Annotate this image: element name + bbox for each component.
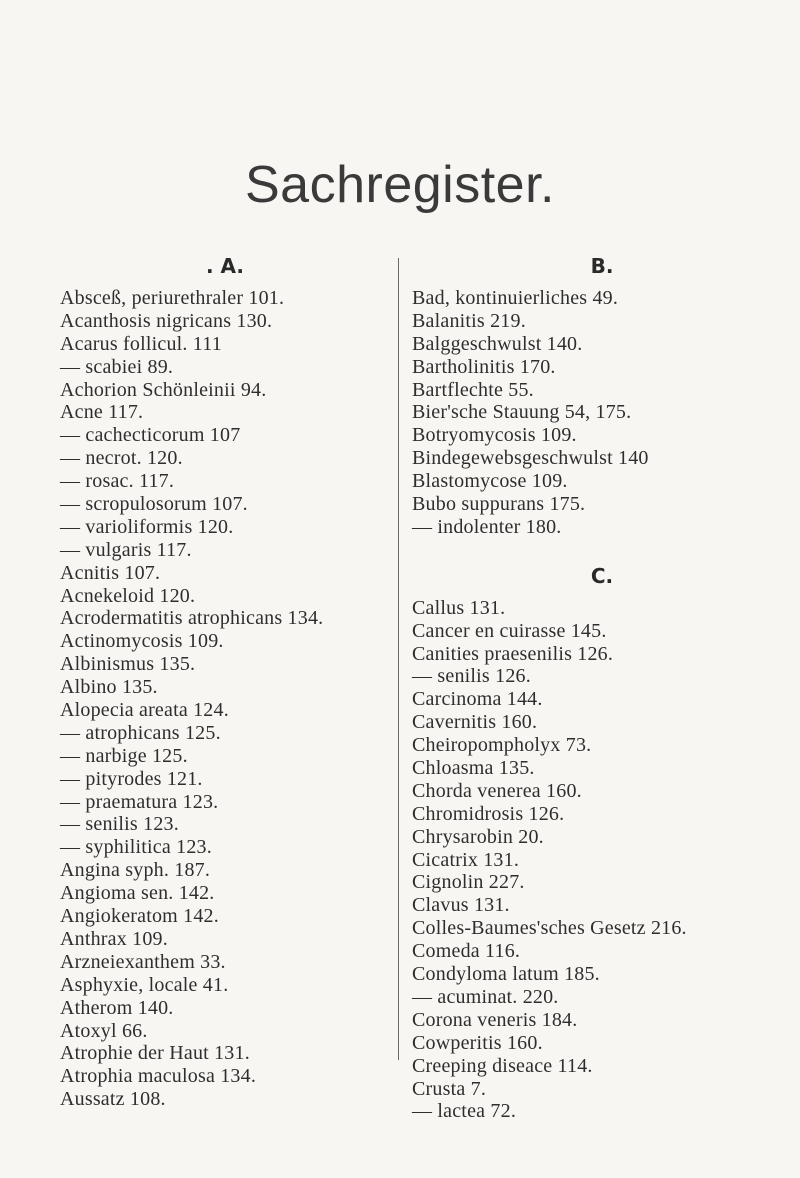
index-entry: Bier'sche Stauung 54, 175. [412, 401, 632, 424]
index-entry: Albinismus 135. [60, 653, 196, 676]
index-entry: — senilis 126. [412, 665, 531, 688]
index-entry: Aussatz 108. [60, 1088, 166, 1111]
index-entry: Colles-Baumes'sches Gesetz 216. [412, 917, 687, 940]
index-entry: Absceß, periurethraler 101. [60, 287, 285, 309]
right-column [412, 253, 792, 1123]
index-entry: — scabiei 89. [60, 355, 174, 378]
index-entry: Alopecia areata 124. [60, 699, 229, 722]
index-entry: Angioma sen. 142. [60, 882, 215, 905]
index-entry: Comeda 116. [412, 940, 521, 963]
column-divider-upper [398, 258, 399, 708]
index-entry: — syphilitica 123. [60, 836, 212, 859]
index-entry: — pityrodes 121. [60, 767, 203, 790]
index-entry: — indolenter 180. [412, 515, 562, 538]
index-entry: Cavernitis 160. [412, 711, 538, 734]
index-entry: Carcinoma 144. [412, 688, 543, 711]
index-entry: Cignolin 227. [412, 871, 525, 894]
page-title: Sachregister. [245, 156, 555, 214]
index-entry: — vulgaris 117. [60, 538, 192, 561]
index-entry: Arzneiexanthem 33. [60, 950, 226, 973]
index-entry: Atherom 140. [60, 996, 174, 1019]
index-entry: Asphyxie, locale 41. [60, 973, 229, 996]
column-divider-lower [398, 650, 399, 1060]
index-entry: Chrysarobin 20. [412, 825, 544, 848]
section-letter-a: . A. [205, 254, 244, 278]
entries-list-c [412, 597, 792, 1123]
index-entry: Albino 135. [60, 676, 158, 699]
entries-list-a [60, 287, 390, 1111]
left-column [60, 253, 390, 1111]
index-entry: Acnekeloid 120. [60, 584, 196, 607]
index-entry: — varioliformis 120. [60, 515, 234, 538]
index-entry: Acnitis 107. [60, 561, 161, 584]
index-entry: Cicatrix 131. [412, 848, 520, 871]
index-entry: — praematura 123. [60, 790, 219, 813]
index-entry: Atrophie der Haut 131. [60, 1042, 250, 1065]
index-entry: Achorion Schönleinii 94. [60, 378, 267, 401]
index-entry: Chromidrosis 126. [412, 802, 565, 825]
index-entry: — scropulosorum 107. [60, 493, 248, 516]
index-entry: — acuminat. 220. [412, 985, 559, 1008]
index-entry: Acrodermatitis atrophicans 134. [60, 607, 324, 630]
index-entry: Atoxyl 66. [60, 1019, 148, 1042]
entries-list-b [412, 287, 792, 539]
index-entry: — rosac. 117. [60, 470, 175, 493]
index-entry: Condyloma latum 185. [412, 963, 600, 986]
index-entry: Clavus 131. [412, 894, 510, 917]
index-entry: Canities praesenilis 126. [412, 642, 614, 665]
index-entry: Chloasma 135. [412, 757, 535, 780]
index-entry: Anthrax 109. [60, 927, 168, 950]
index-entry: Bindegewebsgeschwulst 140 [412, 447, 649, 470]
index-entry: Bartflechte 55. [412, 378, 534, 401]
index-entry: Acanthosis nigricans 130. [60, 309, 273, 332]
index-entry: — senilis 123. [60, 813, 179, 836]
section-letter-b: B. [590, 254, 614, 278]
index-entry: Angina syph. 187. [60, 859, 211, 882]
index-entry: Botryomycosis 109. [412, 424, 577, 447]
index-entry: — narbige 125. [60, 744, 188, 767]
index-entry: Acarus follicul. 111 [60, 332, 222, 355]
index-entry: Cheiropompholyx 73. [412, 734, 592, 757]
index-entry: — necrot. 120. [60, 447, 183, 470]
index-entry: Bad, kontinuierliches 49. [412, 287, 619, 309]
index-entry: Crusta 7. [412, 1077, 487, 1100]
index-entry: Acne 117. [60, 401, 144, 424]
index-entry: — lactea 72. [412, 1100, 517, 1123]
index-entry: Actinomycosis 109. [60, 630, 224, 653]
index-entry: Blastomycose 109. [412, 470, 568, 493]
index-entry: Balggeschwulst 140. [412, 332, 583, 355]
index-entry: Chorda venerea 160. [412, 779, 582, 802]
index-entry: Creeping diseace 114. [412, 1054, 593, 1077]
index-entry: Bartholinitis 170. [412, 355, 556, 378]
index-entry: Angiokeratom 142. [60, 905, 219, 928]
index-entry: Atrophia maculosa 134. [60, 1065, 257, 1088]
index-entry: Cancer en cuirasse 145. [412, 619, 607, 642]
index-entry: Bubo suppurans 175. [412, 493, 586, 516]
index-entry: — cachecticorum 107 [60, 424, 241, 447]
index-entry: — atrophicans 125. [60, 721, 221, 744]
section-letter-c: C. [590, 563, 614, 588]
index-entry: Callus 131. [412, 596, 506, 619]
index-entry: Corona veneris 184. [412, 1008, 578, 1031]
index-entry: Cowperitis 160. [412, 1031, 543, 1054]
index-entry: Balanitis 219. [412, 309, 526, 332]
